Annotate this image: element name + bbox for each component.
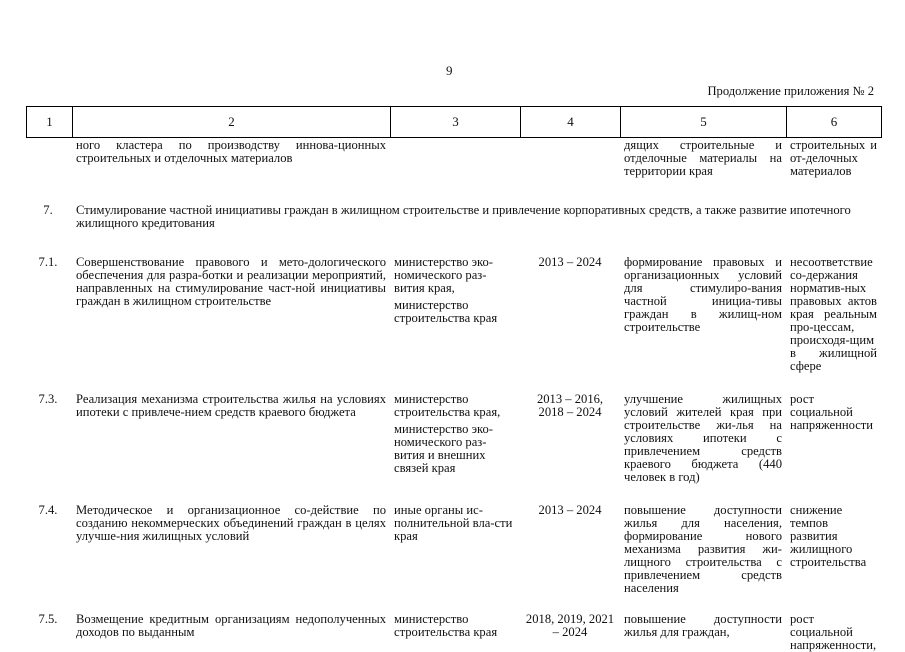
table-row [26, 256, 881, 373]
row-number: 7.5. [38, 612, 58, 626]
row-period: 2013 – 2016, 2018 – 2024 [536, 392, 604, 419]
row-result: повышение доступности жилья для граждан, [624, 612, 782, 639]
row-executor-primary: министерство строительства края, [394, 392, 501, 419]
row-executor-primary: иные органы ис-полнительной вла-сти края [394, 503, 513, 543]
row-measure: Методическое и организационное со-действие по созданию некоммерческих объединений граждан в целях улучше-ния жилищных условий [76, 503, 386, 543]
table-row [26, 504, 881, 595]
continuation-caption: Продолжение приложения № 2 [707, 84, 874, 98]
section-row [26, 204, 881, 230]
row-executor [390, 613, 520, 652]
carry-over-risk: строительных и от-делочных материалов [790, 138, 877, 178]
page-number: 9 [446, 63, 453, 78]
row-executor [390, 504, 520, 595]
carry-over-measure: ного кластера по производству иннова-ционных строительных и отделочных материалов [76, 138, 386, 165]
row-risk: рост социальной напряженности, [790, 612, 877, 652]
header-col-5: 5 [621, 107, 787, 138]
header-col-3: 3 [391, 107, 521, 138]
table-row [26, 613, 881, 652]
row-number: 7.4. [38, 503, 58, 517]
carry-over-result: дящих строительные и отделочные материалы на территории края [624, 138, 782, 178]
row-result: повышение доступности жилья для населения, формирование нового механизма развития жи-лищного строительства с привлечением средств населения [624, 503, 782, 595]
row-measure: Возмещение кредитным организациям недополученных доходов по выданным [76, 612, 386, 639]
column-number-header [26, 106, 882, 138]
table-row [26, 393, 881, 484]
header-col-6: 6 [787, 107, 882, 138]
row-risk: снижение темпов развития жилищного строительства [790, 503, 867, 569]
appendix-table [26, 139, 881, 652]
section-number: 7. [43, 203, 53, 217]
row-period: 2018, 2019, 2021 – 2024 [525, 612, 615, 639]
row-measure: Реализация механизма строительства жилья на условиях ипотеки с привлече-нием средств краевого бюджета [76, 392, 386, 419]
row-executor-secondary: министерство эко-номического раз-вития и внешних связей края [394, 422, 493, 475]
header-col-2: 2 [73, 107, 391, 138]
row-risk: рост социальной напряженности [790, 392, 874, 432]
header-col-4: 4 [521, 107, 621, 138]
row-period: 2013 – 2024 [538, 255, 602, 269]
row-executor-secondary: министерство строительства края [394, 298, 498, 325]
row-executor [390, 393, 520, 484]
row-measure: Совершенствование правового и мето-дологического обеспечения для разра-ботки и реализации мероприятий, направленных на стимулирование част-ной инициативы граждан в жилищном строительстве [76, 255, 386, 308]
header-row [27, 107, 882, 138]
carry-over-row [26, 139, 881, 178]
row-result: формирование правовых и организационных условий для стимулиро-вания частной инициа-тивы граждан в жилищ-ном строительстве [624, 255, 782, 334]
row-executor-primary: министерство строительства края [394, 612, 498, 639]
header-col-1: 1 [27, 107, 73, 138]
row-executor [390, 256, 520, 373]
row-executor-primary: министерство эко-номического раз-вития края, [394, 255, 493, 295]
section-title: Стимулирование частной инициативы граждан в жилищном строительстве и привлечение корпоративных средств, а также развитие ипотечного жилищного кредитования [76, 203, 851, 230]
row-number: 7.1. [38, 255, 58, 269]
row-period: 2013 – 2024 [538, 503, 602, 517]
row-result: улучшение жилищных условий жителей края при строительстве жи-лья на условиях ипотеки с привлечением средств краевого бюджета (440 человек в год) [624, 392, 782, 484]
row-risk: несоответствие со-держания норматив-ных правовых актов края реальным про-цессам, происходя-щим в жилищной сфере [790, 255, 877, 373]
row-number: 7.3. [38, 392, 58, 406]
